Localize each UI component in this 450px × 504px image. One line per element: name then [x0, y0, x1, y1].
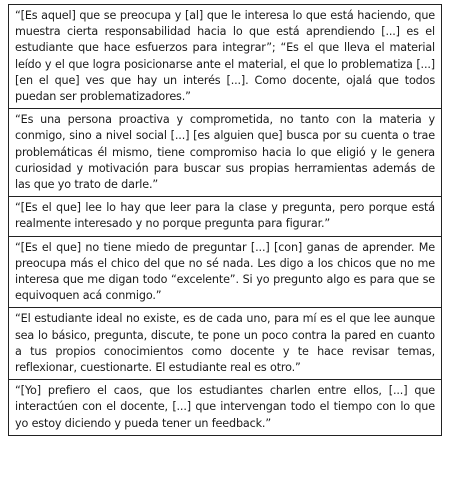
- quote-cell: “[Es aquel] que se preocupa y [al] que le interesa lo que está haciendo, que muestra cierta responsabilidad hacia lo que está aprendiendo [...] es el estudiante que hace esfuerzos para integrar”; “Es el que lleva el material leído y el que logra posicionarse ante el material, el que lo problematiza [...] [en el que] ves que hay un interés [...]. Como docente, ojalá que todos puedan ser problematizadores.”: [9, 5, 441, 109]
- quote-cell: “[Es el que] lee lo hay que leer para la clase y pregunta, pero porque está realmente interesado y no porque pregunta para figurar.”: [9, 197, 441, 236]
- quote-cell: “[Es el que] no tiene miedo de preguntar [...] [con] ganas de aprender. Me preocupa más el chico del que no sé nada. Les digo a los chicos que no me interesa que me digan todo “excelente”. Si yo pregunto algo es para que se equivoquen acá conmigo.”: [9, 237, 441, 309]
- quote-cell: “El estudiante ideal no existe, es de cada uno, para mí es el que lee aunque sea lo básico, pregunta, discute, te pone un poco contra la pared en cuanto a tus propios conocimientos como docente y te hace revisar temas, reflexionar, cuestionarte. El estudiante real es otro.”: [9, 308, 441, 380]
- quote-table: [8, 4, 442, 436]
- quote-cell: “Es una persona proactiva y comprometida, no tanto con la materia y conmigo, sino a nivel social [...] [es alguien que] busca por su cuenta o trae problemáticas él mismo, tiene compromiso hacia lo que eligió y le genera curiosidad y motivación para buscar sus propias herramientas además de las que yo trato de darle.”: [9, 109, 441, 197]
- quote-cell: “[Yo] prefiero el caos, que los estudiantes charlen entre ellos, [...] que interactúen con el docente, [...] que intervengan todo el tiempo con lo que yo estoy diciendo y pueda tener un feedback.”: [15, 384, 435, 430]
